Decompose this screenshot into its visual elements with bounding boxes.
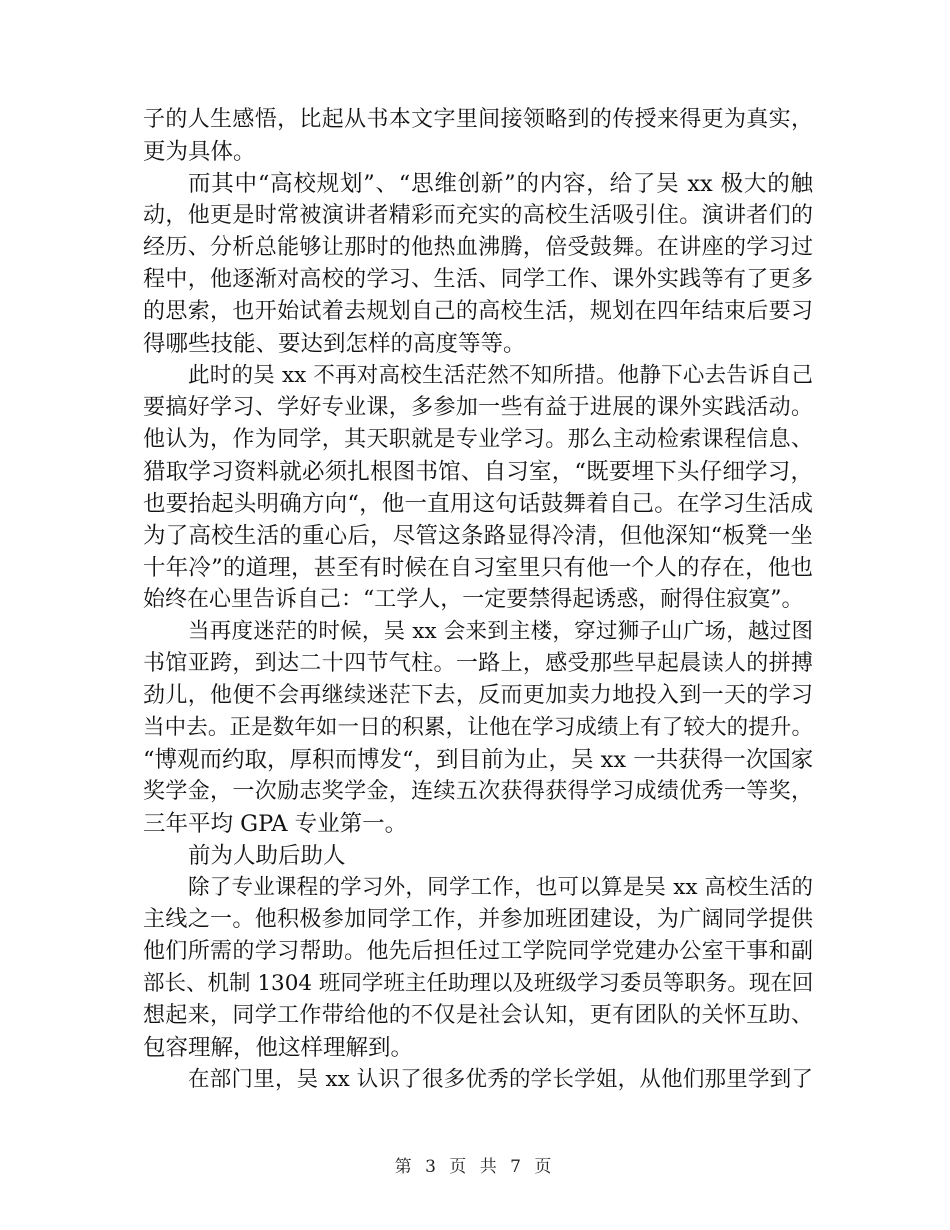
paragraph-line: 主线之一。他积极参加同学工作，并参加班团建设，为广阔同学提供 [143, 907, 813, 932]
paragraph-line: 奖学金，一次励志奖学金，连续五次获得获得学习成绩优秀一等奖， [143, 779, 813, 804]
paragraph-line: 程中，他逐渐对高校的学习、生活、同学工作、课外实践等有了更多 [143, 267, 813, 292]
paragraph-line: 要搞好学习、学好专业课，多参加一些有益于进展的课外实践活动。 [143, 395, 813, 420]
paragraph-line: 更为具体。 [143, 139, 256, 165]
paragraph-line: 他们所需的学习帮助。他先后担任过工学院同学党建办公室干事和副 [143, 939, 813, 964]
paragraph-line: 三年平均 GPA 专业第一。 [143, 811, 408, 837]
paragraph-line: 当中去。正是数年如一日的积累，让他在学习成绩上有了较大的提升。 [143, 715, 813, 740]
paragraph-line: 始终在心里告诉自己：“工学人，一定要禁得起诱惑，耐得住寂寞”。 [143, 587, 804, 612]
paragraph-line: 他认为，作为同学，其天职就是专业学习。那么主动检索课程信息、 [143, 427, 813, 452]
paragraph-line: 想起来，同学工作带给他的不仅是社会认知，更有团队的关怀互助、 [143, 1003, 813, 1028]
paragraph-line: 子的人生感悟，比起从书本文字里间接领略到的传授来得更为真实， [143, 107, 813, 132]
paragraph-first-line: 此时的吴 xx 不再对高校生活茫然不知所措。他静下心去告诉自己 [188, 363, 813, 388]
paragraph-line: 得哪些技能、要达到怎样的高度等等。 [143, 331, 526, 357]
paragraph-line: 劲儿，他便不会再继续迷茫下去，反而更加卖力地投入到一天的学习 [143, 683, 813, 708]
document-body [143, 104, 813, 1096]
paragraph-line: 也要抬起头明确方向“，他一直用这句话鼓舞着自己。在学习生活成 [143, 491, 813, 517]
paragraph-line: 十年冷”的道理，甚至有时候在自习室里只有他一个人的存在，他也 [143, 555, 813, 581]
paragraph-line: 书馆亚跨，到达二十四节气柱。一路上，感受那些早起晨读人的拼搏 [143, 651, 813, 676]
paragraph-line: 部长、机制 1304 班同学班主任助理以及班级学习委员等职务。现在回 [143, 971, 813, 996]
paragraph-first-line: 除了专业课程的学习外，同学工作，也可以算是吴 xx 高校生活的 [188, 875, 813, 900]
paragraph-line: 为了高校生活的重心后，尽管这条路显得冷清，但他深知“板凳一坐 [143, 523, 813, 549]
paragraph-first-line: 前为人助后助人 [188, 843, 346, 869]
paragraph-line: 动，他更是时常被演讲者精彩而充实的高校生活吸引住。演讲者们的 [143, 203, 813, 228]
paragraph-line: 的思索，也开始试着去规划自己的高校生活，规划在四年结束后要习 [143, 299, 813, 324]
paragraph-line: 经历、分析总能够让那时的他热血沸腾，倍受鼓舞。在讲座的学习过 [143, 235, 813, 260]
paragraph-line: 包容理解，他这样理解到。 [143, 1035, 414, 1061]
paragraph-first-line: 而其中“高校规划”、“思维创新”的内容，给了吴 xx 极大的触 [188, 171, 813, 197]
paragraph-line: “博观而约取，厚积而博发“，到目前为止，吴 xx 一共获得一次国家 [143, 747, 813, 773]
paragraph-first-line: 当再度迷茫的时候，吴 xx 会来到主楼，穿过狮子山广场，越过图 [188, 619, 813, 644]
paragraph-line: 猎取学习资料就必须扎根图书馆、自习室，“既要埋下头仔细学习， [143, 459, 813, 485]
paragraph-first-line: 在部门里，吴 xx 认识了很多优秀的学长学姐，从他们那里学到了 [188, 1067, 813, 1092]
page-number-footer: 第 3 页 共 7 页 [394, 1157, 556, 1177]
